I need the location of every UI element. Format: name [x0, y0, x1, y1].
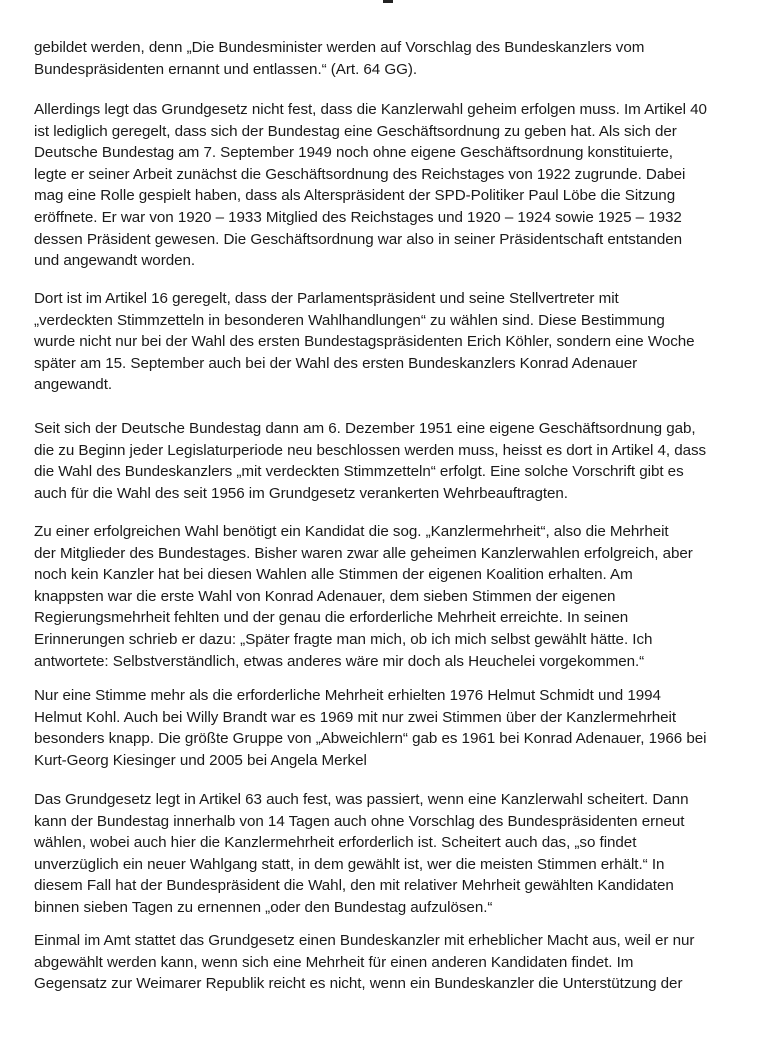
text-line: wählen, wobei auch hier die Kanzlermehrheit erforderlich ist. Scheitert auch das, „so findet	[34, 834, 637, 852]
text-line: eröffnete. Er war von 1920 – 1933 Mitglied des Reichstages und 1920 – 1924 sowie 1925 – 1932	[34, 208, 682, 226]
text-line: Kurt-Georg Kiesinger und 2005 bei Angela Merkel	[34, 751, 367, 769]
text-line: angewandt.	[34, 376, 113, 394]
text-line: unverzüglich ein neuer Wahlgang statt, in dem gewählt ist, wer die meisten Stimmen erhält.“ In	[34, 855, 665, 873]
text-line: abgewählt werden kann, wenn sich eine Mehrheit für einen anderen Kandidaten findet. Im	[34, 953, 634, 971]
text-line: auch für die Wahl des seit 1956 im Grundgesetz verankerten Wehrbeauftragten.	[34, 484, 568, 502]
paragraph	[34, 99, 746, 272]
paragraph	[34, 37, 746, 80]
paragraph	[34, 521, 746, 672]
text-line: „verdeckten Stimmzetteln in besonderen Wahlhandlungen“ zu wählen sind. Diese Bestimmung	[34, 311, 665, 329]
text-line: antwortete: Selbstverständlich, etwas anderes wäre mir doch als Heuchelei vorgekommen.“	[34, 652, 645, 670]
text-line: Seit sich der Deutsche Bundestag dann am 6. Dezember 1951 eine eigene Geschäftsordnung gab,	[34, 420, 696, 437]
paragraph	[34, 685, 746, 771]
text-line: diesem Fall hat der Bundespräsident die Wahl, den mit relativer Mehrheit gewählten Kandidaten	[34, 877, 674, 895]
text-line: Bundespräsidenten ernannt und entlassen.“ (Art. 64 GG).	[34, 60, 418, 78]
text-line: Helmut Kohl. Auch bei Willy Brandt war es 1969 mit nur zwei Stimmen über der Kanzlermehrheit	[34, 708, 676, 726]
text-line: legte er seiner Arbeit zunächst die Geschäftsordnung des Reichstages von 1922 zugrunde. Dabei	[34, 165, 686, 183]
text-line: wurde nicht nur bei der Wahl des ersten Bundestagspräsidenten Erich Köhler, sondern eine Woche	[34, 333, 695, 351]
paragraph	[34, 930, 746, 995]
text-line: Deutsche Bundestag am 7. September 1949 noch ohne eigene Geschäftsordnung konstituierte,	[34, 144, 673, 162]
text-line: der Mitglieder des Bundestages. Bisher waren zwar alle geheimen Kanzlerwahlen erfolgreich, aber	[34, 544, 693, 562]
page-top-mark	[383, 0, 393, 3]
text-line: die zu Beginn jeder Legislaturperiode neu beschlossen werden muss, heisst es dort in Artikel 4, dass	[34, 441, 707, 459]
paragraph	[34, 288, 746, 396]
text-line: die Wahl des Bundeskanzlers „mit verdeckten Stimmzetteln“ erfolgt. Eine solche Vorschrift gibt es	[34, 463, 684, 481]
text-line: Erinnerungen schrieb er dazu: „Später fragte man mich, ob ich mich selbst gewählt hätte. Ich	[34, 630, 653, 648]
text-line: Einmal im Amt stattet das Grundgesetz einen Bundeskanzler mit erheblicher Macht aus, weil er nur	[34, 932, 695, 949]
text-line: noch kein Kanzler hat bei diesen Wahlen alle Stimmen der eigenen Koalition erhalten. Am	[34, 566, 633, 584]
text-line: binnen sieben Tagen zu ernennen „oder den Bundestag aufzulösen.“	[34, 898, 493, 916]
text-line: Nur eine Stimme mehr als die erforderliche Mehrheit erhielten 1976 Helmut Schmidt und 1994	[34, 687, 661, 704]
text-line: mag eine Rolle gespielt haben, dass als Alterspräsident der SPD-Politiker Paul Löbe die Sitzung	[34, 187, 676, 205]
text-line: gebildet werden, denn „Die Bundesminister werden auf Vorschlag des Bundeskanzlers vom	[34, 39, 645, 56]
text-line: ist lediglich geregelt, dass sich der Bundestag eine Geschäftsordnung zu geben hat. Als sich der	[34, 122, 677, 140]
text-line: Dort ist im Artikel 16 geregelt, dass der Parlamentspräsident und seine Stellvertreter mit	[34, 290, 619, 307]
text-line: Gegensatz zur Weimarer Republik reicht es nicht, wenn ein Bundeskanzler die Unterstützung der	[34, 975, 683, 993]
text-line: Zu einer erfolgreichen Wahl benötigt ein Kandidat die sog. „Kanzlermehrheit“, also die Mehrheit	[34, 523, 669, 540]
text-line: dessen Präsident gewesen. Die Geschäftsordnung war also in seiner Präsidentschaft entstanden	[34, 230, 683, 248]
text-line: Regierungsmehrheit fehlten und der genau die erforderliche Mehrheit erreichte. In seinen	[34, 609, 629, 627]
text-line: Das Grundgesetz legt in Artikel 63 auch fest, was passiert, wenn eine Kanzlerwahl scheitert. Dann	[34, 791, 689, 808]
text-line: kann der Bundestag innerhalb von 14 Tagen auch ohne Vorschlag des Bundespräsidenten erneut	[34, 812, 685, 830]
text-line: und angewandt worden.	[34, 252, 196, 270]
text-line: Allerdings legt das Grundgesetz nicht fest, dass die Kanzlerwahl geheim erfolgen muss. Im Artikel 40	[34, 101, 707, 118]
text-line: besonders knapp. Die größte Gruppe von „Abweichlern“ gab es 1961 bei Konrad Adenauer, 1966 bei	[34, 730, 707, 748]
text-line: später am 15. September auch bei der Wahl des ersten Bundeskanzlers Konrad Adenauer	[34, 354, 638, 372]
text-line: knappsten war die erste Wahl von Konrad Adenauer, dem sieben Stimmen der eigenen	[34, 587, 616, 605]
paragraph	[34, 418, 746, 504]
paragraph	[34, 789, 746, 919]
